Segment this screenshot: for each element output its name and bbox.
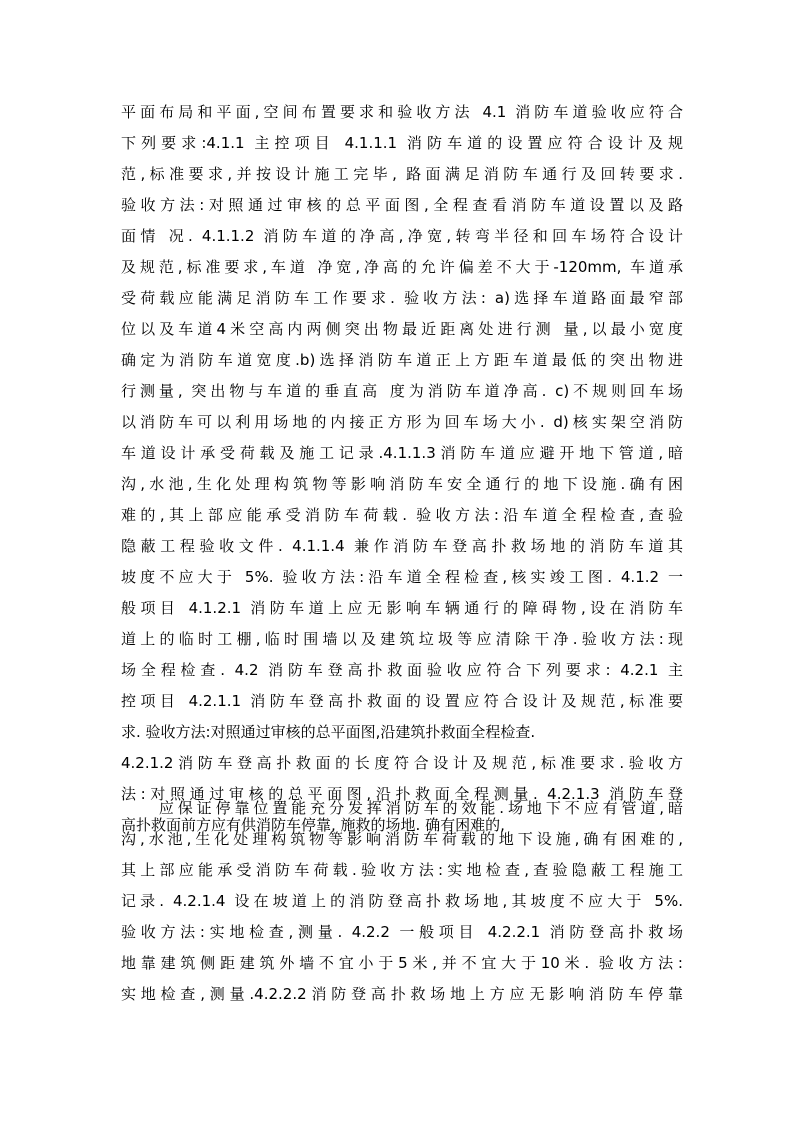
text-line: 范,标准要求,并按设计施工完毕, 路面满足消防车通行及回转要求. <box>121 165 683 183</box>
paragraph <box>121 97 683 841</box>
text-line: 受荷载应能满足消防车工作要求. 验收方法: a)选择车道路面最窄部 <box>121 289 683 307</box>
text-line: 实地检查,测量.4.2.2.2消防登高扑救场地上方应无影响消防车停靠 <box>121 985 683 1003</box>
text-line: 以消防车可以利用场地的内接正方形为回车场大小. d)核实架空消防 <box>121 413 683 431</box>
text-line: 行测量, 突出物与车道的垂直高 度为消防车道净高. c)不规则回车场 <box>121 382 683 400</box>
paragraph <box>121 793 683 1010</box>
text-line: 确定为消防车道宽度.b)选择消防车道正上方距车道最低的突出物进 <box>121 351 683 369</box>
text-line: 记录. 4.2.1.4 设在坡道上的消防登高扑救场地,其坡度不应大于 5%. <box>121 892 683 910</box>
text-line: 般项目 4.1.2.1 消防车道上应无影响车辆通行的障碍物,设在消防车 <box>121 599 683 617</box>
text-line: 求. 验收方法:对照通过审核的总平面图,沿建筑扑救面全程检查. <box>121 723 536 741</box>
text-line: 验收方法:实地检查,测量. 4.2.2 一般项目 4.2.2.1 消防登高扑救场 <box>121 923 683 941</box>
text-line: 下列要求:4.1.1 主控项目 4.1.1.1 消防车道的设置应符合设计及规 <box>121 134 683 152</box>
text-line: 隐蔽工程验收文件. 4.1.1.4 兼作消防车登高扑救场地的消防车道其 <box>121 537 683 555</box>
text-line: 车道设计承受荷载及施工记录.4.1.1.3消防车道应避开地下管道,暗 <box>121 444 683 462</box>
text-line: 平面布局和平面,空间布置要求和验收方法 4.1 消防车道验收应符合 <box>121 103 683 121</box>
text-line: 道上的临时工棚,临时围墙以及建筑垃圾等应清除干净.验收方法:现 <box>121 630 683 648</box>
text-line: 应保证停靠位置能充分发挥消防车的效能.场地下不应有管道,暗 <box>121 799 683 817</box>
text-line: 沟,水池,生化处理构筑物等影响消防车安全通行的地下设施.确有困 <box>121 475 683 493</box>
text-line: 沟,水池,生化处理构筑物等影响消防车荷载的地下设施,确有困难的, <box>121 830 683 848</box>
text-line: 4.2.1.2消防车登高扑救面的长度符合设计及规范,标准要求.验收方 <box>121 754 683 772</box>
text-line: 坡度不应大于 5%. 验收方法:沿车道全程检查,核实竣工图. 4.1.2 一 <box>121 568 683 586</box>
text-line: 位以及车道4米空高内两侧突出物最近距离处进行测 量,以最小宽度 <box>121 320 683 338</box>
text-line: 地靠建筑侧距建筑外墙不宜小于5米,并不宜大于10米. 验收方法: <box>121 954 683 972</box>
text-line: 及规范,标准要求,车道 净宽,净高的允许偏差不大于-120mm, 车道承 <box>121 258 683 276</box>
text-line: 验收方法:对照通过审核的总平面图,全程查看消防车道设置以及路 <box>121 196 683 214</box>
text-line: 法:对照通过审核的总平面图,沿扑救面全程测量. 4.2.1.3 消防车登 <box>121 785 683 803</box>
text-line: 场全程检查. 4.2 消防车登高扑救面验收应符合下列要求: 4.2.1 主 <box>121 661 683 679</box>
text-line: 其上部应能承受消防车荷载.验收方法:实地检查,查验隐蔽工程施工 <box>121 861 683 879</box>
text-line: 面情 况. 4.1.1.2 消防车道的净高,净宽,转弯半径和回车场符合设计 <box>121 227 683 245</box>
text-line: 高扑救面前方应有供消防车停靠, 施救的场地. 确有困难的, <box>121 816 505 834</box>
text-line: 难的,其上部应能承受消防车荷载. 验收方法:沿车道全程检查,查验 <box>121 506 683 524</box>
text-line: 控项目 4.2.1.1 消防车登高扑救面的设置应符合设计及规范,标准要 <box>121 692 683 710</box>
